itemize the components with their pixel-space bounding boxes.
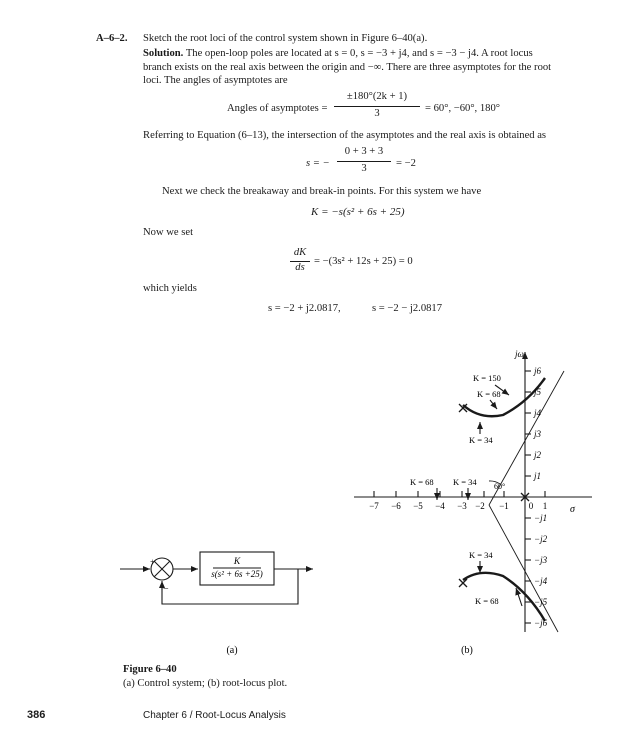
imag-tick-label-j2: j2 bbox=[534, 450, 542, 460]
eq-dKds-rhs: = −(3s² + 12s + 25) = 0 bbox=[314, 256, 413, 267]
label-k68-lower: K = 68 bbox=[475, 596, 499, 606]
eq-asymptotes-numerator: ±180°(2k + 1) bbox=[346, 91, 408, 102]
sum-plus-sign: + bbox=[150, 557, 156, 567]
imag-tick-label-mj6: −j6 bbox=[534, 618, 548, 628]
solution-line-1: The open-loop poles are located at s = 0, s = −3 + j4, and s = −3 − j4. A root locus bbox=[185, 48, 533, 59]
real-tick-label-0: 0 bbox=[528, 501, 534, 511]
tf-numerator: K bbox=[233, 557, 241, 567]
imag-tick-label-j4: j4 bbox=[534, 408, 542, 418]
sum-minus-sign: − bbox=[163, 584, 169, 595]
text-which-yields: which yields bbox=[143, 283, 197, 294]
problem-number: A–6–2. bbox=[96, 33, 128, 44]
real-tick-label-m3: −3 bbox=[457, 501, 467, 511]
solution-line-2: branch exists on the real axis between the origin and −∞. There are three asymptotes for the root bbox=[143, 62, 552, 73]
imag-tick-label-j3: j3 bbox=[534, 429, 542, 439]
imag-tick-label-j5: j5 bbox=[534, 387, 542, 397]
imag-tick-label-mj4: −j4 bbox=[534, 576, 548, 586]
page-number: 386 bbox=[27, 709, 46, 721]
figure-caption-text: (a) Control system; (b) root-locus plot. bbox=[123, 678, 288, 689]
text-breakaway: Next we check the breakaway and break-in points. For this system we have bbox=[162, 186, 482, 197]
problem-statement: Sketch the root loci of the control system shown in Figure 6–40(a). bbox=[143, 33, 428, 44]
text-referring: Referring to Equation (6–13), the intersection of the asymptotes and the real axis is obtained as bbox=[143, 130, 547, 141]
label-jw: jω bbox=[515, 349, 524, 359]
real-tick-label-m2: −2 bbox=[475, 501, 485, 511]
text-now-we-set: Now we set bbox=[143, 227, 194, 238]
imag-tick-label-mj3: −j3 bbox=[534, 555, 548, 565]
eq-K: K = −s(s² + 6s + 25) bbox=[311, 206, 405, 218]
label-k150: K = 150 bbox=[473, 373, 501, 383]
eq-asymptotes-denominator: 3 bbox=[374, 108, 380, 119]
eq-asymptotes-rhs: = 60°, −60°, 180° bbox=[425, 103, 500, 114]
eq-dKds-denominator: ds bbox=[295, 262, 305, 273]
label-angle-60: 60° bbox=[494, 482, 506, 491]
eq-intersection-numerator: 0 + 3 + 3 bbox=[344, 146, 384, 157]
k68-upper-arrow bbox=[490, 400, 497, 409]
locus-branch-upper bbox=[463, 378, 545, 416]
rootlocus-plot bbox=[354, 352, 592, 632]
real-tick-label-m5: −5 bbox=[413, 501, 423, 511]
imag-tick-label-j6: j6 bbox=[534, 366, 542, 376]
label-k68-upper: K = 68 bbox=[477, 389, 501, 399]
imag-tick-label-mj1: −j1 bbox=[534, 513, 548, 523]
real-tick-label-m6: −6 bbox=[391, 501, 401, 511]
label-sigma: σ bbox=[570, 504, 575, 515]
label-k68-real: K = 68 bbox=[410, 477, 434, 487]
eq-root-1: s = −2 + j2.0817, bbox=[268, 303, 341, 314]
label-k34-real: K = 34 bbox=[453, 477, 477, 487]
rootlocus-labels bbox=[369, 349, 576, 628]
caption-a: (a) bbox=[226, 645, 238, 656]
label-k34-upper: K = 34 bbox=[469, 435, 493, 445]
solution-line-3: loci. The angles of asymptotes are bbox=[143, 75, 288, 86]
asymptote-lower bbox=[489, 505, 558, 632]
eq-asymptotes-lhs: Angles of asymptotes = bbox=[227, 103, 328, 114]
eq-root-2: s = −2 − j2.0817 bbox=[372, 303, 443, 314]
caption-b: (b) bbox=[461, 645, 473, 656]
real-tick-label-m1: −1 bbox=[499, 501, 509, 511]
real-tick-label-p1: 1 bbox=[542, 501, 548, 511]
real-tick-label-m7: −7 bbox=[369, 501, 379, 511]
label-k34-lower: K = 34 bbox=[469, 550, 493, 560]
tf-denominator: s(s² + 6s +25) bbox=[211, 569, 263, 579]
real-tick-label-m4: −4 bbox=[435, 501, 445, 511]
eq-intersection-lhs: s = − bbox=[306, 158, 330, 169]
real-axis-ticks bbox=[374, 491, 545, 497]
figure-caption-title: Figure 6–40 bbox=[123, 664, 177, 675]
eq-intersection-rhs: = −2 bbox=[396, 158, 416, 169]
chapter-running-footer: Chapter 6 / Root-Locus Analysis bbox=[143, 710, 286, 721]
imag-tick-label-j1: j1 bbox=[534, 471, 542, 481]
eq-dKds-numerator: dK bbox=[293, 247, 307, 258]
eq-intersection-denominator: 3 bbox=[361, 163, 367, 174]
solution-label: Solution. bbox=[143, 48, 184, 59]
imag-tick-label-mj2: −j2 bbox=[534, 534, 548, 544]
imag-tick-label-mj5: −j5 bbox=[534, 597, 548, 607]
